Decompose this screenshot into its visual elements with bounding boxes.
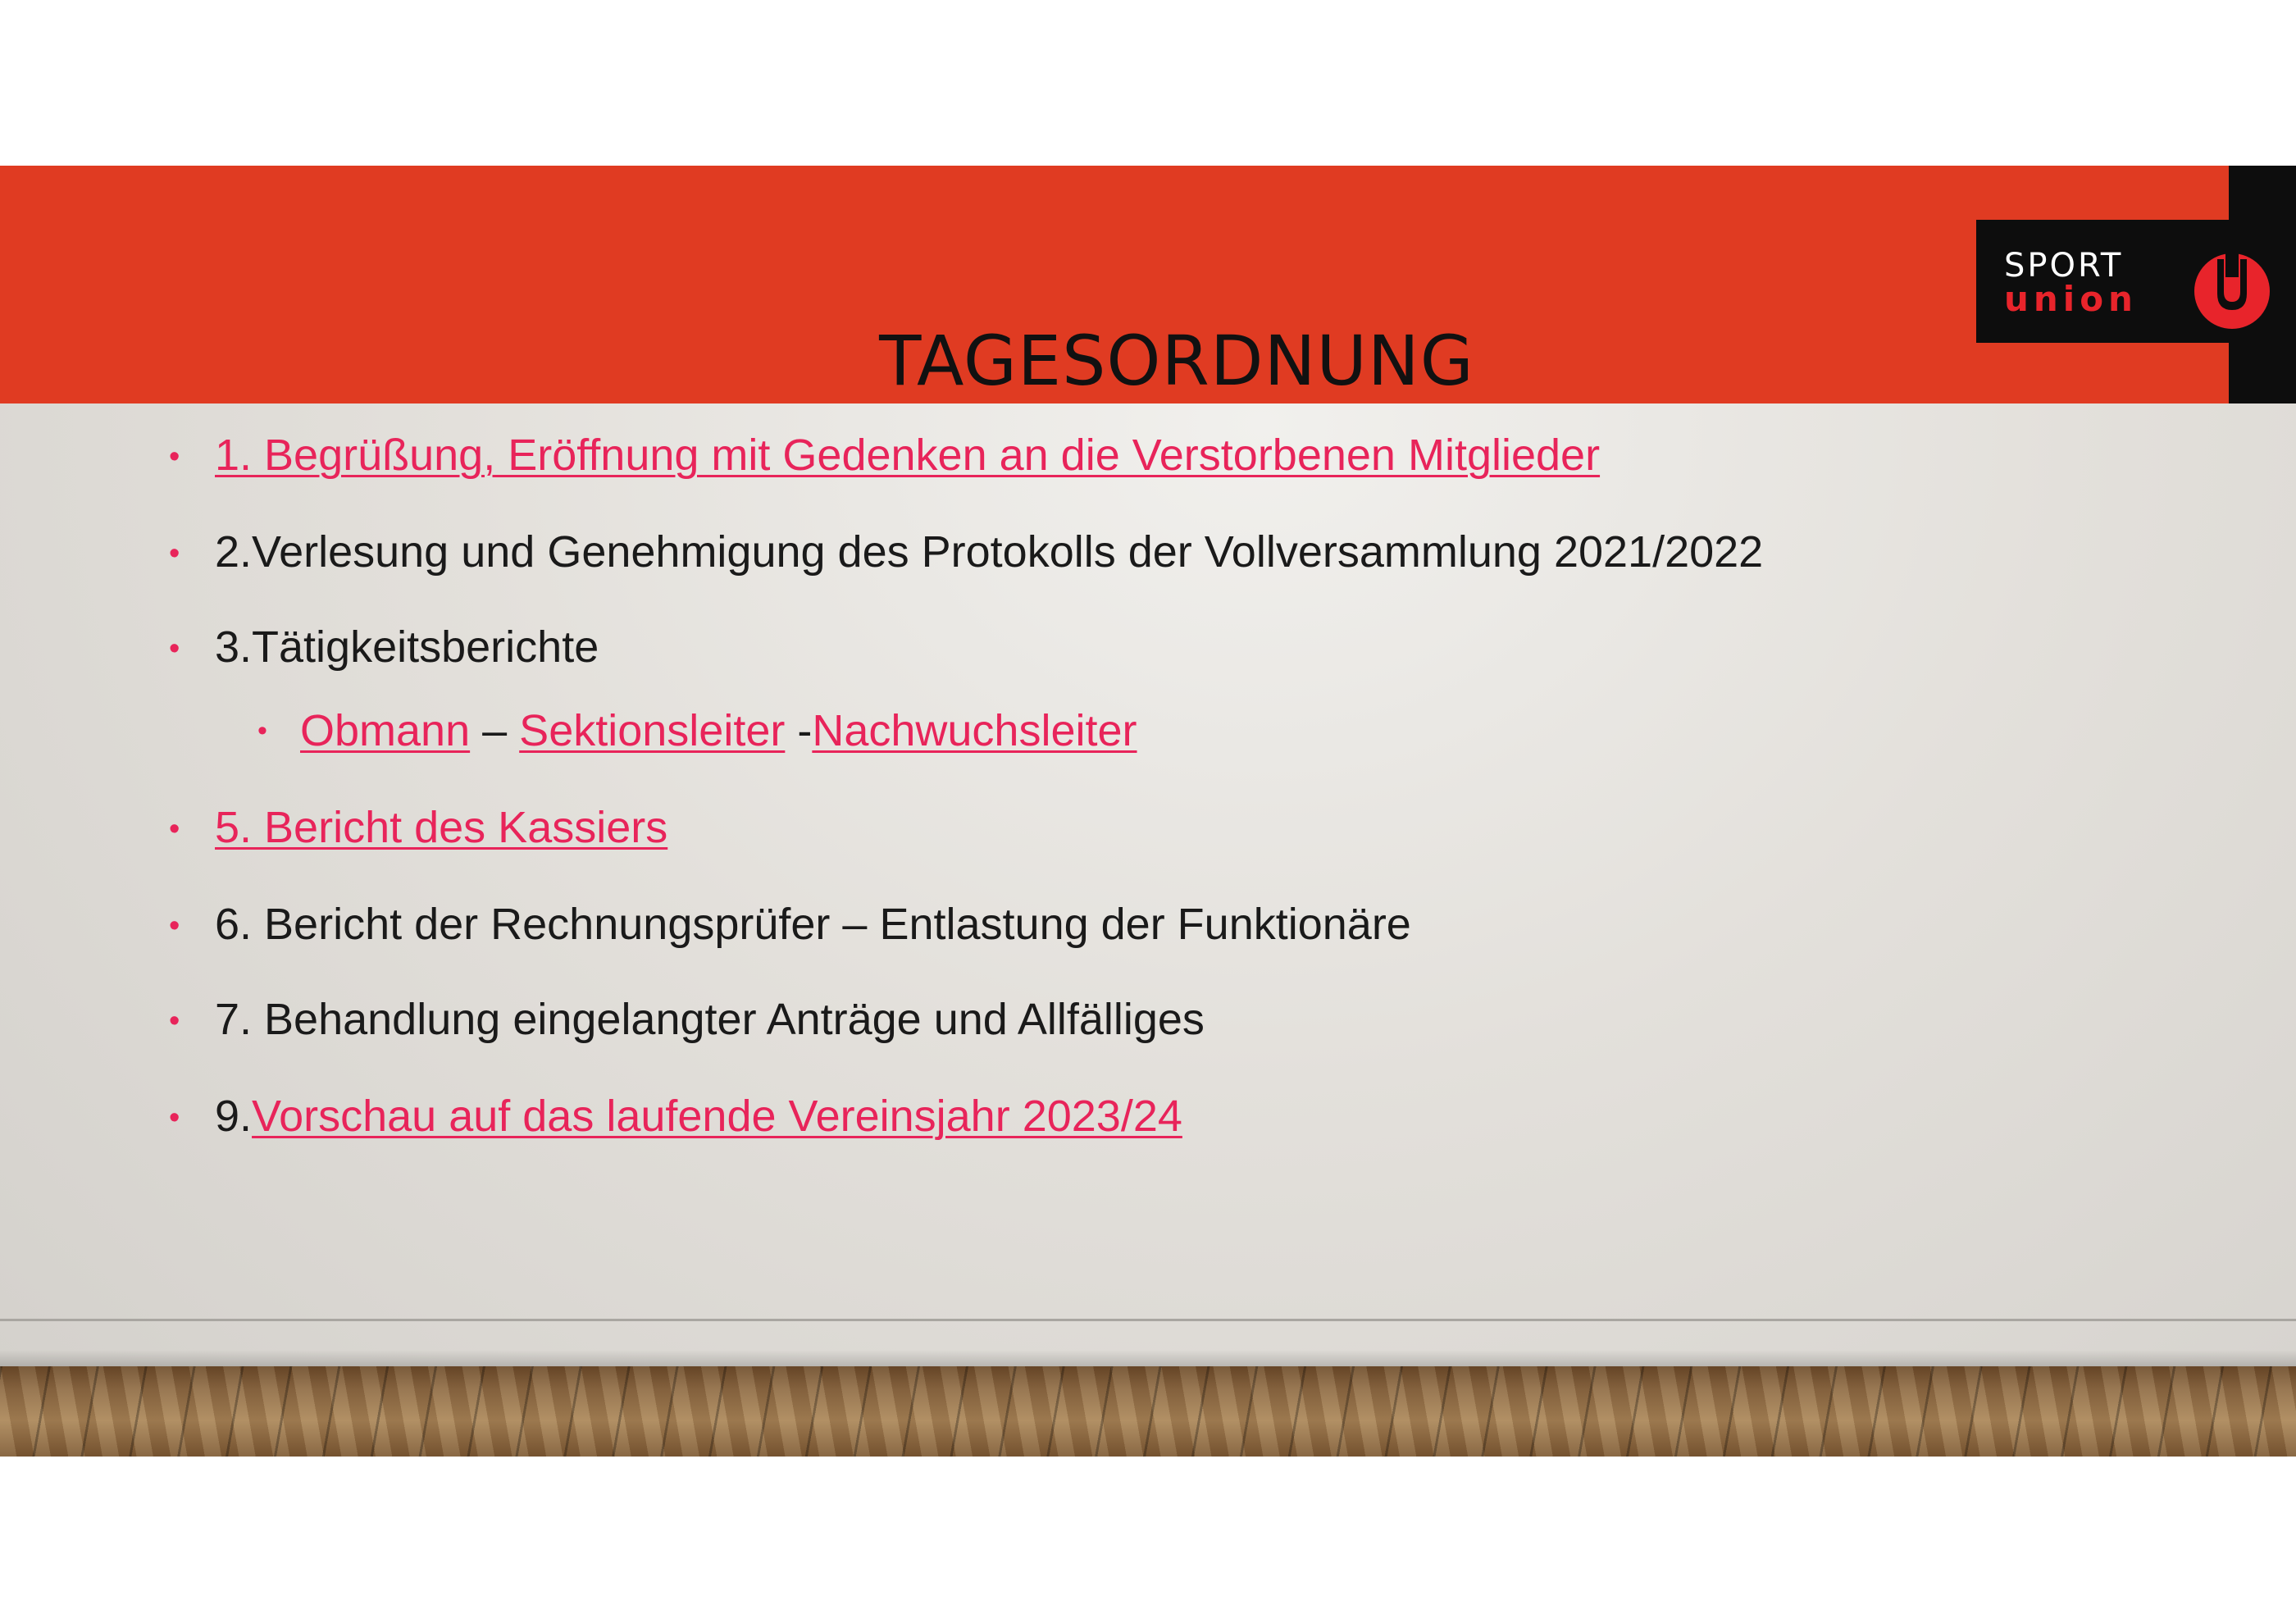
agenda-item-9-number: 9.	[215, 1092, 253, 1141]
separator-dash: –	[470, 706, 520, 755]
agenda-link-welcome[interactable]: 1. Begrüßung, Eröffnung mit Gedenken an die Verstorbenen Mitglieder	[215, 431, 1601, 480]
agenda-item-9	[215, 1092, 1182, 1141]
wall-baseline	[0, 1319, 2296, 1321]
agenda-item-7: 7. Behandlung eingelangter Anträge und Allfälliges	[215, 995, 1205, 1044]
agenda-item-5	[215, 805, 667, 850]
separator-hyphen: -	[785, 706, 813, 755]
agenda-item-6: 6. Bericht der Rechnungsprüfer – Entlastung der Funktionäre	[215, 900, 1411, 949]
logo-text-sport: SPORT	[2004, 247, 2124, 285]
bullet-icon: •	[169, 631, 180, 666]
bullet-icon: •	[169, 1101, 180, 1135]
agenda-link-kassier[interactable]: 5. Bericht des Kassiers	[215, 803, 668, 852]
bullet-icon: •	[169, 909, 180, 943]
agenda-list	[0, 166, 2296, 1457]
logo-text-union: union	[2004, 279, 2138, 319]
presentation-slide	[0, 166, 2296, 1457]
bullet-icon: •	[169, 440, 180, 474]
agenda-link-sektionsleiter[interactable]: Sektionsleiter	[519, 706, 786, 755]
agenda-link-obmann[interactable]: Obmann	[300, 706, 471, 755]
agenda-link-nachwuchsleiter[interactable]: Nachwuchsleiter	[812, 706, 1137, 755]
agenda-item-1	[215, 431, 1601, 480]
slide-title: TAGESORDNUNG	[879, 321, 1474, 401]
wooden-floor	[0, 1366, 2296, 1457]
agenda-subitem-reports	[300, 706, 1137, 755]
agenda-item-2: 2.Verlesung und Genehmigung des Protokolls der Vollversammlung 2021/2022	[215, 527, 1764, 577]
agenda-link-vorschau[interactable]: Vorschau auf das laufende Vereinsjahr 2023/24	[252, 1092, 1182, 1141]
sub-bullet-icon: •	[257, 715, 267, 746]
bullet-icon: •	[169, 536, 180, 571]
floor-shadow	[0, 1350, 2296, 1368]
agenda-item-3: 3.Tätigkeitsberichte	[215, 622, 599, 672]
bullet-icon: •	[169, 812, 180, 846]
bullet-icon: •	[169, 1004, 180, 1038]
